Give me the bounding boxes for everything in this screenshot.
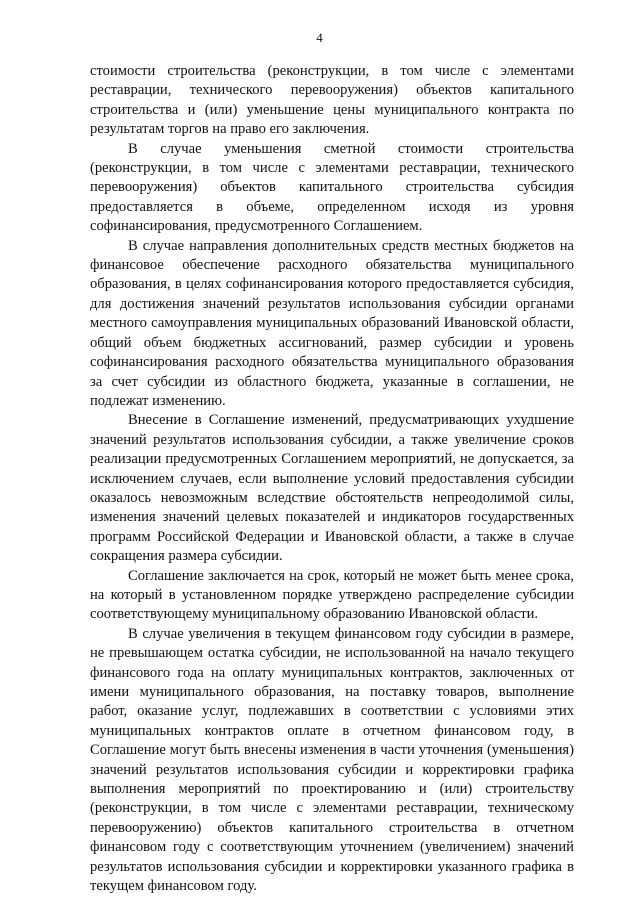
paragraph-2: В случае уменьшения сметной стоимости строительства (реконструкции, в том числе с элементами реставрации, технического перевооружения) объектов капитального строительства субсидия предоставляется в объеме, определенном исходя из уровня софинансирования, предусмотренного Соглашением.	[90, 140, 574, 235]
paragraph-3: В случае направления дополнительных средств местных бюджетов на финансовое обеспечение расходного обязательства муниципального образования, в целях софинансирования которого предоставляется субсидия, для достижения значений результатов использования субсидии органами местного самоуправления муниципальных образований Ивановской области, общий объем бюджетных ассигнований, размер субсидии и уровень софинансирования расходного обязательства муниципального образования за счет субсидии из областного бюджета, указанные в соглашении, не подлежат изменению.	[90, 237, 574, 409]
paragraph-5: Соглашение заключается на срок, который не может быть менее срока, на который в установленном порядке утверждено распределение субсидии соответствующему муниципальному образованию Ивановской области.	[90, 567, 574, 623]
body-text	[90, 62, 574, 896]
page-number: 4	[316, 30, 323, 45]
paragraph-4: Внесение в Соглашение изменений, предусматривающих ухудшение значений результатов использования субсидии, а также увеличение сроков реализации предусмотренных Соглашением мероприятий, не допускается, за исключением случаев, если выполнение условий предоставления субсидии оказалось невозможным вследствие обстоятельств непреодолимой силы, изменения значений целевых показателей и индикаторов государственных программ Российской Федерации и Ивановской области, а также в случае сокращения размера субсидии.	[90, 412, 574, 565]
paragraph-1: стоимости строительства (реконструкции, в том числе с элементами реставрации, технического перевооружения) объектов капитального строительства и (или) уменьшение цены муниципального контракта по результатам торгов на право его заключения.	[90, 63, 574, 138]
paragraph-6: В случае увеличения в текущем финансовом году субсидии в размере, не превышающем остатка субсидии, не использованной на начало текущего финансового года на оплату муниципальных контрактов, заключенных от имени муниципального образования, на поставку товаров, выполнение работ, оказание услуг, подлежавших в соответствии с условиями этих муниципальных контрактов оплате в отчетном финансовом году, в Соглашение могут быть внесены изменения в части уточнения (уменьшения) значений результатов использования субсидии и корректировки графика выполнения мероприятий по проектированию и (или) строительству (реконструкции, в том числе с элементами реставрации, техническому перевооружению) объектов капитального строительства в отчетном финансовом году с соответствующим уточнением (увеличением) значений результатов использования субсидии и корректировки указанного графика в текущем финансовом году.	[90, 625, 574, 895]
